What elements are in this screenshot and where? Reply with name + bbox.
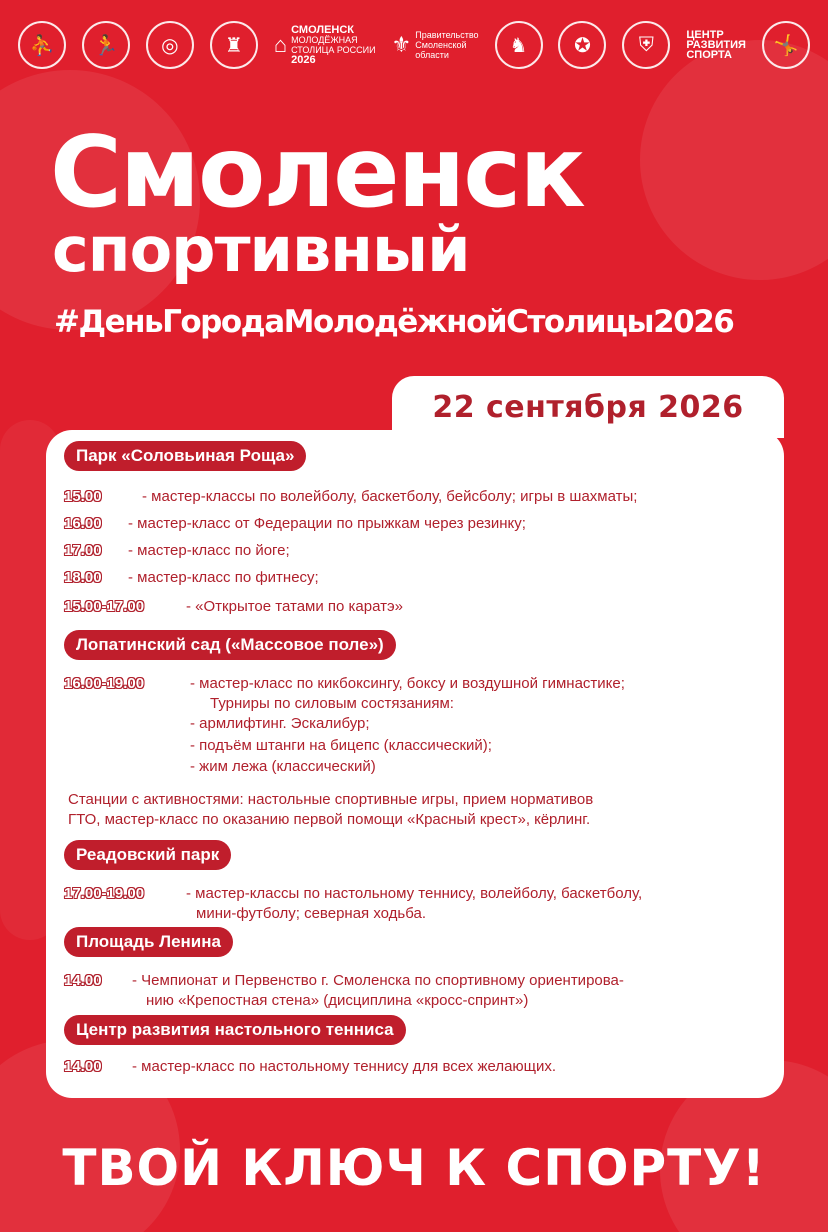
youth-capital-icon: ⌂: [273, 32, 288, 57]
schedule-item: мини-футболу; северная ходьба.: [196, 905, 426, 922]
hashtag: #ДеньГородаМолодёжнойСтолицы2026: [54, 304, 734, 340]
fsho-shield-icon: ⛨: [622, 21, 670, 69]
sport-center-icon: ♜: [210, 21, 258, 69]
time-badge: 16.00: [64, 515, 102, 532]
stations-text: Станции с активностями: настольные спортивные игры, прием нормативов: [68, 791, 594, 808]
runner-icon: 🏃: [82, 21, 130, 69]
event-date: 22 сентября 2026: [432, 389, 744, 425]
government-emblem-icon: ⚜: [391, 32, 412, 57]
schedule-item: - мастер-класс по кикбоксингу, боксу и воздушной гимнастике;: [190, 675, 625, 692]
schedule-item: - подъём штанги на бицепс (классический);: [190, 737, 492, 754]
youth-capital-text: СМОЛЕНСК МОЛОДЁЖНАЯ СТОЛИЦА РОССИИ 2026: [291, 24, 376, 66]
section-heading: Площадь Ленина: [64, 927, 233, 957]
section-heading: Парк «Соловьиная Роща»: [64, 441, 306, 471]
time-badge: 14.00: [64, 972, 102, 989]
page-title: Смоленск: [50, 116, 584, 230]
sport-club-icon: ✪: [558, 21, 606, 69]
partner-logos: [18, 14, 810, 76]
time-badge: 17.00-19.00: [64, 885, 145, 902]
slogan: ТВОЙ КЛЮЧ К СПОРТУ!: [62, 1139, 766, 1197]
section-heading: Лопатинский сад («Массовое поле»): [64, 630, 396, 660]
sport-people-icon: ⛹: [18, 21, 66, 69]
section-heading: Реадовский парк: [64, 840, 231, 870]
schedule-item: Турниры по силовым состязаниям:: [210, 695, 454, 712]
time-badge: 17.00: [64, 542, 102, 559]
schedule-item: - мастер-класс по йоге;: [128, 542, 290, 559]
time-badge: 16.00-19.00: [64, 675, 145, 692]
schedule-item: - мастер-класс по настольному теннису для всех желающих.: [132, 1058, 557, 1075]
date-tab: [392, 376, 784, 438]
schedule-item: - мастер-класс по фитнесу;: [128, 569, 319, 586]
sport-development-text: ЦЕНТР РАЗВИТИЯ СПОРТА: [686, 29, 746, 61]
chess-icon: ♞: [495, 21, 543, 69]
time-badge: 15.00-17.00: [64, 598, 145, 615]
youth-capital-logo: [274, 25, 376, 65]
schedule-item: - армлифтинг. Эскалибур;: [190, 715, 370, 732]
section-heading: Центр развития настольного тенниса: [64, 1015, 406, 1045]
sport-development-logo: [686, 30, 746, 60]
schedule-item: - мастер-классы по волейболу, баскетболу, бейсболу; игры в шахматы;: [142, 488, 638, 505]
page-subtitle: спортивный: [52, 213, 470, 286]
gymnast-icon: 🤸: [762, 21, 810, 69]
schedule-item: - мастер-класс от Федерации по прыжкам через резинку;: [128, 515, 526, 532]
time-badge: 18.00: [64, 569, 102, 586]
schedule-item: - «Открытое татами по каратэ»: [186, 598, 403, 615]
government-logo: [392, 30, 479, 60]
federation-seal-icon: ◎: [146, 21, 194, 69]
schedule-item: - мастер-классы по настольному теннису, волейболу, баскетболу,: [186, 885, 643, 902]
schedule-item: - Чемпионат и Первенство г. Смоленска по спортивному ориентирова-: [132, 972, 624, 989]
time-badge: 15.00: [64, 488, 102, 505]
decor-circle: [640, 40, 828, 280]
schedule-item: - жим лежа (классический): [190, 758, 376, 775]
government-text: Правительство Смоленской области: [415, 30, 479, 60]
schedule-item: нию «Крепостная стена» (дисциплина «кросс-спринт»): [146, 992, 529, 1009]
stations-text: ГТО, мастер-класс по оказанию первой помощи «Красный крест», кёрлинг.: [68, 811, 591, 828]
time-badge: 14.00: [64, 1058, 102, 1075]
